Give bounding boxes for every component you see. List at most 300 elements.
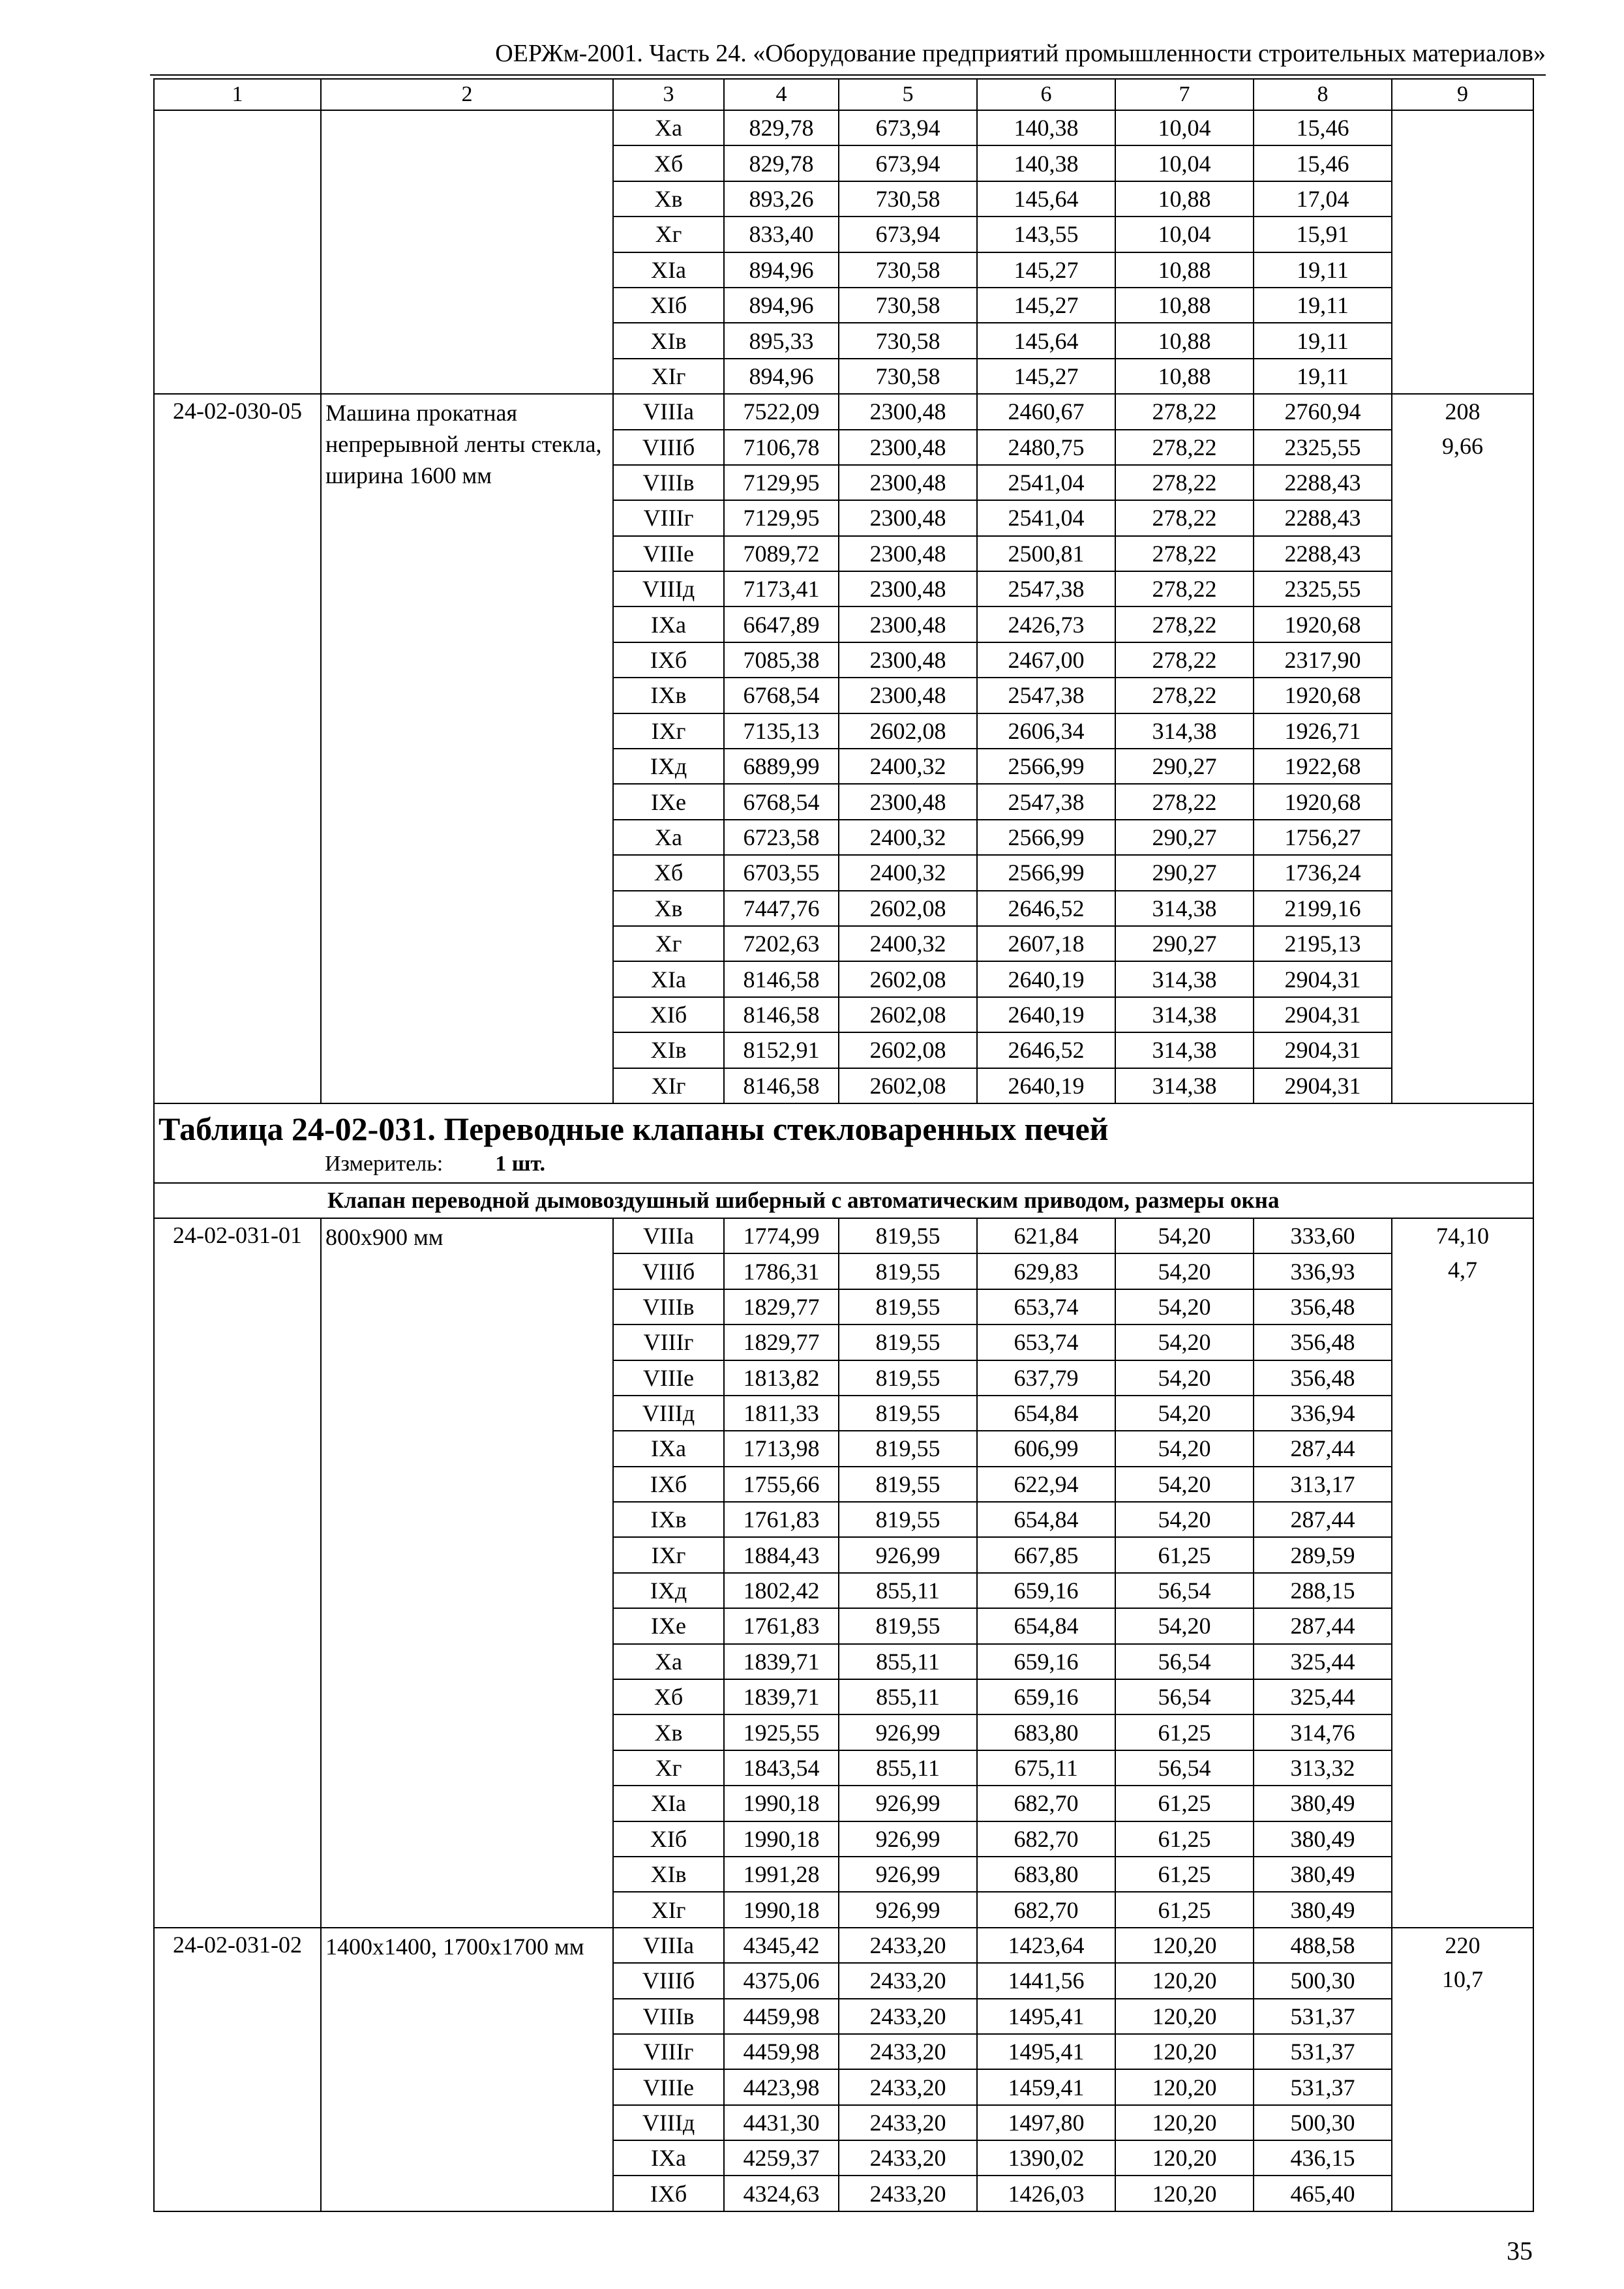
cost-value-cell: 56,54 [1115, 1750, 1254, 1786]
cost-value-cell: 314,38 [1115, 961, 1254, 996]
region-zone-cell: VIIIа [613, 1928, 724, 1963]
cost-value-cell: 56,54 [1115, 1679, 1254, 1714]
cost-value-cell: 894,96 [724, 252, 839, 288]
cost-value-cell: 833,40 [724, 217, 839, 252]
cost-value-cell: 290,27 [1115, 926, 1254, 961]
region-zone-cell: VIIIа [613, 394, 724, 429]
region-zone-cell: IXв [613, 678, 724, 713]
region-zone-cell: XIб [613, 997, 724, 1032]
cost-value-cell: 336,93 [1254, 1253, 1392, 1289]
cost-value-cell: 855,11 [839, 1573, 977, 1608]
cost-value-cell: 10,88 [1115, 288, 1254, 323]
cost-value-cell: 683,80 [977, 1714, 1115, 1750]
region-zone-cell: VIIIг [613, 2034, 724, 2069]
cost-value-cell: 10,88 [1115, 181, 1254, 217]
cost-value-cell: 531,37 [1254, 2069, 1392, 2104]
cost-value-cell: 2300,48 [839, 571, 977, 606]
cost-value-cell: 2904,31 [1254, 961, 1392, 996]
rate-code: 24-02-031-01 [154, 1218, 321, 1928]
cost-value-cell: 54,20 [1115, 1608, 1254, 1643]
column-number: 7 [1115, 79, 1254, 110]
cost-value-cell: 1713,98 [724, 1431, 839, 1466]
cost-value-cell: 278,22 [1115, 394, 1254, 429]
cost-value-cell: 278,22 [1115, 642, 1254, 678]
cost-value-cell: 8146,58 [724, 997, 839, 1032]
cost-value-cell: 287,44 [1254, 1608, 1392, 1643]
cost-value-cell: 829,78 [724, 110, 839, 145]
cost-value-cell: 2566,99 [977, 855, 1115, 890]
region-zone-cell: IXг [613, 713, 724, 749]
cost-value-cell: 637,79 [977, 1360, 1115, 1396]
cost-value-cell: 7135,13 [724, 713, 839, 749]
cost-value-cell: 380,49 [1254, 1892, 1392, 1927]
cost-value-cell: 120,20 [1115, 1928, 1254, 1963]
cost-value-cell: 325,44 [1254, 1679, 1392, 1714]
cost-value-cell: 926,99 [839, 1821, 977, 1857]
cost-value-cell: 56,54 [1115, 1644, 1254, 1679]
group-heading-row [154, 1183, 1533, 1218]
cost-value-cell: 1843,54 [724, 1750, 839, 1786]
cost-value-cell: 2547,38 [977, 784, 1115, 819]
cost-value-cell: 894,96 [724, 359, 839, 394]
cost-value-cell: 2317,90 [1254, 642, 1392, 678]
cost-value-cell: 1829,77 [724, 1289, 839, 1324]
cost-value-cell: 659,16 [977, 1644, 1115, 1679]
labor-cost-value: 74,10 [1436, 1222, 1489, 1249]
cost-value-cell: 2602,08 [839, 997, 977, 1032]
region-zone-cell: VIIIд [613, 2105, 724, 2140]
cost-value-cell: 54,20 [1115, 1396, 1254, 1431]
cost-value-cell: 819,55 [839, 1396, 977, 1431]
cost-value-cell: 654,84 [977, 1502, 1115, 1537]
cost-value-cell: 7173,41 [724, 571, 839, 606]
cost-value-cell: 2500,81 [977, 536, 1115, 571]
cost-value-cell: 278,22 [1115, 784, 1254, 819]
page-number: 35 [1507, 2236, 1533, 2266]
labor-hours-value: 10,7 [1442, 1966, 1483, 1993]
cost-value-cell: 531,37 [1254, 2034, 1392, 2069]
cost-value-cell: 895,33 [724, 323, 839, 358]
cost-value-cell: 500,30 [1254, 2105, 1392, 2140]
cost-value-cell: 4459,98 [724, 2034, 839, 2069]
cost-value-cell: 531,37 [1254, 1999, 1392, 2034]
cost-value-cell: 926,99 [839, 1786, 977, 1821]
region-zone-cell: XIб [613, 1821, 724, 1857]
region-zone-cell: Xг [613, 217, 724, 252]
cost-value-cell: 2904,31 [1254, 1068, 1392, 1103]
region-zone-cell: IXа [613, 1431, 724, 1466]
cost-value-cell: 829,78 [724, 145, 839, 181]
cost-value-cell: 2602,08 [839, 1032, 977, 1068]
cost-value-cell: 2646,52 [977, 891, 1115, 926]
cost-value-cell: 1990,18 [724, 1892, 839, 1927]
cost-value-cell: 2300,48 [839, 642, 977, 678]
region-zone-cell: VIIIа [613, 1218, 724, 1253]
cost-value-cell: 4324,63 [724, 2176, 839, 2211]
cost-value-cell: 2904,31 [1254, 1032, 1392, 1068]
rates-table [153, 78, 1534, 2212]
cost-value-cell: 356,48 [1254, 1360, 1392, 1396]
rate-code: 24-02-030-05 [154, 394, 321, 1103]
cost-value-cell: 926,99 [839, 1537, 977, 1572]
cost-value-cell: 653,74 [977, 1324, 1115, 1360]
cost-value-cell: 290,27 [1115, 749, 1254, 784]
cost-value-cell: 2904,31 [1254, 997, 1392, 1032]
labor-cost-value: 208 [1445, 398, 1481, 425]
cost-value-cell: 855,11 [839, 1679, 977, 1714]
cost-value-cell: 1761,83 [724, 1608, 839, 1643]
labor-cell [1392, 1218, 1533, 1928]
cost-value-cell: 17,04 [1254, 181, 1392, 217]
cost-value-cell: 54,20 [1115, 1360, 1254, 1396]
labor-cell [1392, 1928, 1533, 2211]
cost-value-cell: 61,25 [1115, 1821, 1254, 1857]
cost-value-cell: 6889,99 [724, 749, 839, 784]
region-zone-cell: IXд [613, 1573, 724, 1608]
cost-value-cell: 287,44 [1254, 1502, 1392, 1537]
cost-value-cell: 1756,27 [1254, 820, 1392, 855]
cost-value-cell: 336,94 [1254, 1396, 1392, 1431]
cost-value-cell: 1925,55 [724, 1714, 839, 1750]
cost-value-cell: 2433,20 [839, 2140, 977, 2176]
cost-value-cell: 659,16 [977, 1679, 1115, 1714]
rate-name: 1400x1400, 1700x1700 мм [321, 1928, 613, 2211]
cost-value-cell: 120,20 [1115, 2069, 1254, 2104]
cost-value-cell: 56,54 [1115, 1573, 1254, 1608]
cost-value-cell: 2566,99 [977, 820, 1115, 855]
cost-value-cell: 926,99 [839, 1714, 977, 1750]
cost-value-cell: 673,94 [839, 217, 977, 252]
region-zone-cell: IXб [613, 1467, 724, 1502]
region-zone-cell: VIIIб [613, 430, 724, 465]
cost-value-cell: 313,17 [1254, 1467, 1392, 1502]
cost-value-cell: 2602,08 [839, 891, 977, 926]
cost-value-cell: 54,20 [1115, 1253, 1254, 1289]
measure-line [158, 1148, 1529, 1180]
region-zone-cell: IXа [613, 606, 724, 642]
cost-value-cell: 19,11 [1254, 359, 1392, 394]
cost-value-cell: 1884,43 [724, 1537, 839, 1572]
cost-value-cell: 314,38 [1115, 1032, 1254, 1068]
cost-value-cell: 926,99 [839, 1857, 977, 1892]
region-zone-cell: Xа [613, 820, 724, 855]
cost-value-cell: 1786,31 [724, 1253, 839, 1289]
cost-value-cell: 54,20 [1115, 1467, 1254, 1502]
measure-label: Измеритель: [325, 1151, 444, 1176]
cost-value-cell: 356,48 [1254, 1289, 1392, 1324]
region-zone-cell: IXб [613, 2176, 724, 2211]
cost-value-cell: 1802,42 [724, 1573, 839, 1608]
cost-value-cell: 730,58 [839, 359, 977, 394]
region-zone-cell: VIIIд [613, 571, 724, 606]
cost-value-cell: 1920,68 [1254, 678, 1392, 713]
cost-value-cell: 61,25 [1115, 1786, 1254, 1821]
cost-value-cell: 2606,34 [977, 713, 1115, 749]
cost-value-cell: 2300,48 [839, 678, 977, 713]
cost-value-cell: 15,91 [1254, 217, 1392, 252]
column-number: 2 [321, 79, 613, 110]
cost-value-cell: 730,58 [839, 252, 977, 288]
cost-value-cell: 2300,48 [839, 500, 977, 535]
cost-value-cell: 290,27 [1115, 820, 1254, 855]
cost-value-cell: 7522,09 [724, 394, 839, 429]
cost-value-cell: 140,38 [977, 145, 1115, 181]
column-number-row [154, 79, 1533, 110]
column-number: 9 [1392, 79, 1533, 110]
cost-value-cell: 15,46 [1254, 110, 1392, 145]
cost-value-cell: 682,70 [977, 1821, 1115, 1857]
cost-value-cell: 4459,98 [724, 1999, 839, 2034]
cost-value-cell: 314,76 [1254, 1714, 1392, 1750]
cost-value-cell: 2433,20 [839, 1928, 977, 1963]
table-title-cell [154, 1103, 1533, 1183]
region-zone-cell: VIIIб [613, 1963, 724, 1998]
region-zone-cell: VIIIд [613, 1396, 724, 1431]
table-row [154, 110, 1533, 145]
cost-value-cell: 325,44 [1254, 1644, 1392, 1679]
cost-value-cell: 622,94 [977, 1467, 1115, 1502]
cost-value-cell: 7085,38 [724, 642, 839, 678]
column-number: 1 [154, 79, 321, 110]
region-zone-cell: VIIIв [613, 465, 724, 500]
cost-value-cell: 1426,03 [977, 2176, 1115, 2211]
region-zone-cell: Xг [613, 926, 724, 961]
cost-value-cell: 145,64 [977, 323, 1115, 358]
cost-value-cell: 2400,32 [839, 855, 977, 890]
cost-value-cell: 2547,38 [977, 571, 1115, 606]
cost-value-cell: 629,83 [977, 1253, 1115, 1289]
cost-value-cell: 278,22 [1115, 571, 1254, 606]
cost-value-cell: 4259,37 [724, 2140, 839, 2176]
cost-value-cell: 2199,16 [1254, 891, 1392, 926]
cost-value-cell: 855,11 [839, 1644, 977, 1679]
cost-value-cell: 2433,20 [839, 1999, 977, 2034]
cost-value-cell: 15,46 [1254, 145, 1392, 181]
cost-value-cell: 500,30 [1254, 1963, 1392, 1998]
cost-value-cell: 819,55 [839, 1253, 977, 1289]
cost-value-cell: 1459,41 [977, 2069, 1115, 2104]
cost-value-cell: 1774,99 [724, 1218, 839, 1253]
cost-value-cell: 2602,08 [839, 713, 977, 749]
region-zone-cell: VIIIг [613, 1324, 724, 1360]
cost-value-cell: 54,20 [1115, 1218, 1254, 1253]
region-zone-cell: XIа [613, 252, 724, 288]
cost-value-cell: 1920,68 [1254, 784, 1392, 819]
cost-value-cell: 2288,43 [1254, 500, 1392, 535]
cost-value-cell: 1755,66 [724, 1467, 839, 1502]
cost-value-cell: 120,20 [1115, 2105, 1254, 2140]
cost-value-cell: 2547,38 [977, 678, 1115, 713]
cost-value-cell: 288,15 [1254, 1573, 1392, 1608]
cost-value-cell: 10,04 [1115, 145, 1254, 181]
cost-value-cell: 2300,48 [839, 465, 977, 500]
cost-value-cell: 2426,73 [977, 606, 1115, 642]
cost-value-cell: 61,25 [1115, 1537, 1254, 1572]
region-zone-cell: Xв [613, 181, 724, 217]
cost-value-cell: 61,25 [1115, 1892, 1254, 1927]
cost-value-cell: 2300,48 [839, 394, 977, 429]
cost-value-cell: 2300,48 [839, 606, 977, 642]
cost-value-cell: 2433,20 [839, 2105, 977, 2140]
region-zone-cell: VIIIб [613, 1253, 724, 1289]
cost-value-cell: 7129,95 [724, 465, 839, 500]
cost-value-cell: 2433,20 [839, 2176, 977, 2211]
cost-value-cell: 2602,08 [839, 1068, 977, 1103]
table-row [154, 394, 1533, 429]
cost-value-cell: 314,38 [1115, 1068, 1254, 1103]
cost-value-cell: 19,11 [1254, 288, 1392, 323]
region-zone-cell: IXе [613, 1608, 724, 1643]
table-title: Таблица 24-02-031. Переводные клапаны стекловаренных печей [158, 1110, 1109, 1147]
cost-value-cell: 1761,83 [724, 1502, 839, 1537]
cost-value-cell: 8146,58 [724, 961, 839, 996]
cost-value-cell: 2467,00 [977, 642, 1115, 678]
rate-code [154, 110, 321, 394]
region-zone-cell: IXв [613, 1502, 724, 1537]
cost-value-cell: 436,15 [1254, 2140, 1392, 2176]
cost-value-cell: 2300,48 [839, 784, 977, 819]
rate-name: Машина прокатная непрерывной ленты стекла, ширина 1600 мм [321, 394, 613, 1103]
table-row [154, 1218, 1533, 1253]
cost-value-cell: 819,55 [839, 1608, 977, 1643]
cost-value-cell: 6768,54 [724, 678, 839, 713]
region-zone-cell: VIIIв [613, 1289, 724, 1324]
cost-value-cell: 10,88 [1115, 359, 1254, 394]
region-zone-cell: Xа [613, 1644, 724, 1679]
column-number: 5 [839, 79, 977, 110]
cost-value-cell: 1497,80 [977, 2105, 1115, 2140]
cost-value-cell: 819,55 [839, 1289, 977, 1324]
cost-value-cell: 683,80 [977, 1857, 1115, 1892]
cost-value-cell: 1736,24 [1254, 855, 1392, 890]
cost-value-cell: 653,74 [977, 1289, 1115, 1324]
cost-value-cell: 278,22 [1115, 500, 1254, 535]
cost-value-cell: 1990,18 [724, 1821, 839, 1857]
cost-value-cell: 10,88 [1115, 252, 1254, 288]
cost-value-cell: 1839,71 [724, 1679, 839, 1714]
region-zone-cell: XIб [613, 288, 724, 323]
region-zone-cell: XIг [613, 1892, 724, 1927]
labor-cell [1392, 394, 1533, 1103]
cost-value-cell: 7129,95 [724, 500, 839, 535]
cost-value-cell: 2400,32 [839, 926, 977, 961]
cost-value-cell: 2640,19 [977, 1068, 1115, 1103]
cost-value-cell: 2480,75 [977, 430, 1115, 465]
cost-value-cell: 2646,52 [977, 1032, 1115, 1068]
cost-value-cell: 1922,68 [1254, 749, 1392, 784]
cost-value-cell: 675,11 [977, 1750, 1115, 1786]
cost-value-cell: 287,44 [1254, 1431, 1392, 1466]
cost-value-cell: 54,20 [1115, 1431, 1254, 1466]
region-zone-cell: Xб [613, 855, 724, 890]
cost-value-cell: 1829,77 [724, 1324, 839, 1360]
cost-value-cell: 54,20 [1115, 1502, 1254, 1537]
cost-value-cell: 333,60 [1254, 1218, 1392, 1253]
cost-value-cell: 140,38 [977, 110, 1115, 145]
region-zone-cell: Xб [613, 1679, 724, 1714]
cost-value-cell: 730,58 [839, 288, 977, 323]
cost-value-cell: 819,55 [839, 1360, 977, 1396]
cost-value-cell: 278,22 [1115, 678, 1254, 713]
cost-value-cell: 488,58 [1254, 1928, 1392, 1963]
cost-value-cell: 2300,48 [839, 430, 977, 465]
cost-value-cell: 819,55 [839, 1502, 977, 1537]
cost-value-cell: 356,48 [1254, 1324, 1392, 1360]
cost-value-cell: 1423,64 [977, 1928, 1115, 1963]
rate-name [321, 110, 613, 394]
cost-value-cell: 2566,99 [977, 749, 1115, 784]
cost-value-cell: 120,20 [1115, 1963, 1254, 1998]
region-zone-cell: VIIIг [613, 500, 724, 535]
cost-value-cell: 4431,30 [724, 2105, 839, 2140]
cost-value-cell: 894,96 [724, 288, 839, 323]
cost-value-cell: 926,99 [839, 1892, 977, 1927]
region-zone-cell: VIIIе [613, 536, 724, 571]
region-zone-cell: XIг [613, 1068, 724, 1103]
column-number: 4 [724, 79, 839, 110]
labor-hours-value: 9,66 [1442, 432, 1483, 459]
cost-value-cell: 2460,67 [977, 394, 1115, 429]
region-zone-cell: Xг [613, 1750, 724, 1786]
region-zone-cell: Xв [613, 1714, 724, 1750]
cost-value-cell: 2760,94 [1254, 394, 1392, 429]
cost-value-cell: 278,22 [1115, 465, 1254, 500]
cost-value-cell: 10,04 [1115, 110, 1254, 145]
cost-value-cell: 145,64 [977, 181, 1115, 217]
cost-value-cell: 2288,43 [1254, 465, 1392, 500]
cost-value-cell: 1811,33 [724, 1396, 839, 1431]
cost-value-cell: 2640,19 [977, 961, 1115, 996]
cost-value-cell: 145,27 [977, 252, 1115, 288]
region-zone-cell: IXб [613, 642, 724, 678]
cost-value-cell: 7089,72 [724, 536, 839, 571]
cost-value-cell: 54,20 [1115, 1324, 1254, 1360]
region-zone-cell: Xа [613, 110, 724, 145]
labor-hours-value: 4,7 [1448, 1257, 1477, 1283]
cost-value-cell: 380,49 [1254, 1786, 1392, 1821]
cost-value-cell: 2541,04 [977, 500, 1115, 535]
cost-value-cell: 6723,58 [724, 820, 839, 855]
cost-value-cell: 145,27 [977, 288, 1115, 323]
cost-value-cell: 2400,32 [839, 749, 977, 784]
cost-value-cell: 1920,68 [1254, 606, 1392, 642]
cost-value-cell: 1390,02 [977, 2140, 1115, 2176]
cost-value-cell: 120,20 [1115, 2176, 1254, 2211]
cost-value-cell: 682,70 [977, 1892, 1115, 1927]
labor-cell [1392, 110, 1533, 394]
cost-value-cell: 2541,04 [977, 465, 1115, 500]
table-row [154, 1928, 1533, 1963]
cost-value-cell: 6647,89 [724, 606, 839, 642]
cost-value-cell: 659,16 [977, 1573, 1115, 1608]
cost-value-cell: 2602,08 [839, 961, 977, 996]
cost-value-cell: 54,20 [1115, 1289, 1254, 1324]
region-zone-cell: IXа [613, 2140, 724, 2176]
cost-value-cell: 145,27 [977, 359, 1115, 394]
cost-value-cell: 278,22 [1115, 606, 1254, 642]
cost-value-cell: 654,84 [977, 1608, 1115, 1643]
cost-value-cell: 2640,19 [977, 997, 1115, 1032]
cost-value-cell: 2195,13 [1254, 926, 1392, 961]
region-zone-cell: VIIIв [613, 1999, 724, 2034]
cost-value-cell: 893,26 [724, 181, 839, 217]
cost-value-cell: 673,94 [839, 110, 977, 145]
column-number: 8 [1254, 79, 1392, 110]
cost-value-cell: 8152,91 [724, 1032, 839, 1068]
page-header: ОЕРЖм-2001. Часть 24. «Оборудование предприятий промышленности строительных материалов» [150, 38, 1546, 76]
column-number: 6 [977, 79, 1115, 110]
cost-value-cell: 730,58 [839, 323, 977, 358]
